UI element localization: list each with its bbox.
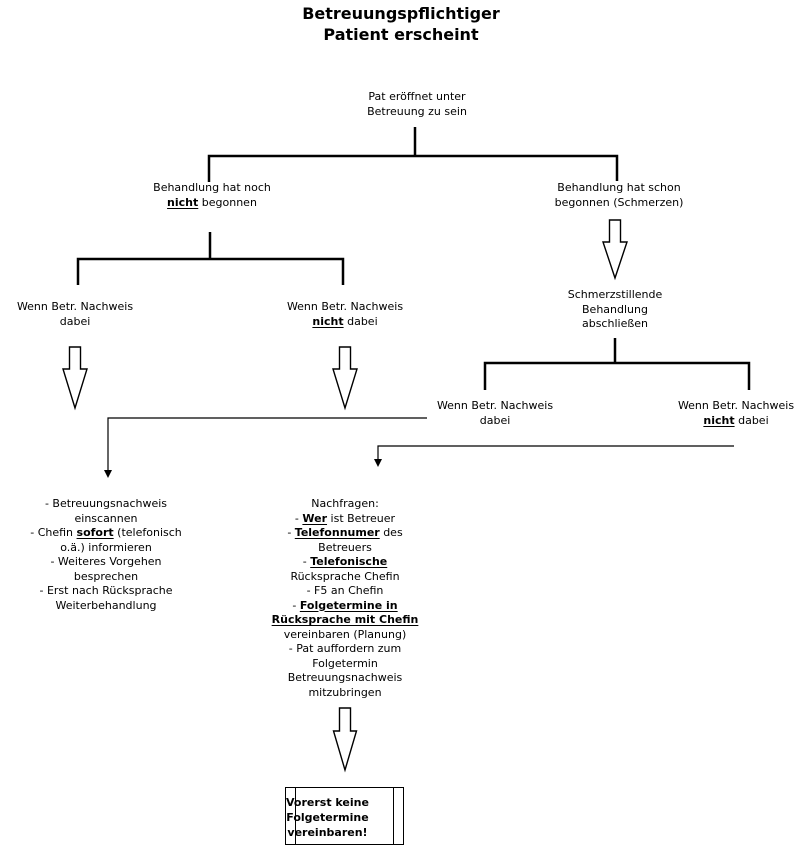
text-segment: - bbox=[287, 526, 295, 539]
text-line bbox=[272, 584, 419, 599]
text-segment: sofort bbox=[76, 526, 114, 539]
text-line bbox=[287, 300, 403, 315]
text-segment: begonnen bbox=[198, 195, 257, 209]
arrowhead-icon bbox=[374, 459, 382, 467]
down-block-arrow-icon bbox=[603, 220, 627, 278]
text-line bbox=[272, 570, 419, 585]
text-line bbox=[286, 810, 369, 825]
text-segment: - bbox=[292, 598, 300, 612]
text-segment: Pat eröffnet unter bbox=[368, 90, 466, 103]
text-line bbox=[286, 795, 369, 810]
text-segment: Wenn Betr. Nachweis bbox=[436, 399, 554, 412]
text-line bbox=[30, 570, 182, 585]
text-segment: Betreuungspflichtiger bbox=[302, 4, 500, 23]
text-line bbox=[272, 599, 419, 614]
text-line bbox=[30, 512, 182, 527]
connector-right-split bbox=[485, 338, 749, 390]
text-segment: o.ä.) informieren bbox=[60, 540, 152, 554]
text-segment: nicht bbox=[703, 413, 735, 427]
node-actions-proof-missing bbox=[272, 497, 419, 700]
text-segment: Folgetermine in bbox=[299, 598, 398, 612]
text-line bbox=[30, 526, 182, 541]
text-segment: - bbox=[294, 511, 303, 525]
text-segment: ist Betreuer bbox=[327, 511, 396, 525]
text-line bbox=[30, 555, 182, 570]
node-not-started-proof-missing bbox=[287, 300, 403, 329]
text-segment: - F5 an Chefin bbox=[306, 584, 384, 597]
node-root bbox=[367, 90, 467, 119]
text-line bbox=[678, 414, 794, 429]
text-line bbox=[30, 541, 182, 556]
text-segment: besprechen bbox=[73, 569, 139, 583]
connector-right-branches bbox=[485, 363, 749, 390]
connector-left-branches bbox=[78, 259, 343, 285]
text-segment: des bbox=[379, 526, 403, 539]
box-inner-bar-right bbox=[393, 788, 394, 844]
text-line bbox=[287, 315, 403, 330]
down-block-arrow-icon bbox=[63, 347, 87, 408]
text-segment: Betreuung zu sein bbox=[367, 104, 467, 118]
text-line bbox=[555, 181, 684, 196]
text-segment: mitzubringen bbox=[308, 685, 382, 699]
connector-left-split bbox=[78, 232, 343, 285]
node-treatment-started bbox=[555, 181, 684, 210]
text-line bbox=[30, 497, 182, 512]
node-actions-proof-present bbox=[30, 497, 182, 613]
text-line bbox=[30, 599, 182, 614]
text-line bbox=[568, 303, 662, 318]
text-segment: abschließen bbox=[581, 317, 649, 330]
text-segment: - Pat auffordern zum bbox=[288, 642, 402, 655]
text-line bbox=[153, 196, 271, 211]
node-not-started-proof-present bbox=[17, 300, 133, 329]
connector-root-split bbox=[209, 127, 617, 182]
text-segment: Wenn Betr. Nachweis bbox=[286, 300, 404, 313]
text-segment: Behandlung hat schon bbox=[557, 181, 681, 194]
text-line bbox=[272, 642, 419, 657]
node-started-proof-missing bbox=[678, 399, 794, 428]
text-segment: Nachfragen: bbox=[311, 497, 379, 510]
text-segment: Rücksprache mit Chefin bbox=[271, 613, 419, 626]
text-segment: nicht bbox=[312, 314, 344, 328]
text-line bbox=[272, 686, 419, 701]
text-line bbox=[568, 317, 662, 332]
down-block-arrow-icon bbox=[333, 347, 357, 408]
thin-arrows bbox=[104, 418, 734, 478]
text-segment: - Erst nach Rücksprache bbox=[39, 584, 173, 597]
page-title bbox=[0, 3, 802, 45]
text-segment: Folgetermin bbox=[312, 656, 378, 670]
text-segment: Wer bbox=[302, 511, 328, 525]
text-line bbox=[568, 288, 662, 303]
text-segment: dabei bbox=[343, 314, 378, 328]
text-line bbox=[272, 671, 419, 686]
text-segment: Folgetermine bbox=[286, 811, 369, 824]
text-segment: Wenn Betr. Nachweis bbox=[677, 399, 795, 412]
text-line bbox=[678, 399, 794, 414]
node-started-proof-present bbox=[437, 399, 553, 428]
text-line bbox=[0, 3, 802, 24]
text-segment: Patient erscheint bbox=[323, 25, 479, 44]
text-line bbox=[272, 657, 419, 672]
text-segment: - Chefin bbox=[30, 526, 77, 539]
text-line bbox=[437, 414, 553, 429]
text-line bbox=[555, 196, 684, 211]
text-segment: (telefonisch bbox=[113, 526, 182, 539]
route-started-proof-missing bbox=[378, 446, 734, 460]
text-segment: dabei bbox=[59, 314, 91, 328]
down-block-arrow-icon bbox=[334, 708, 357, 770]
text-segment: einscannen bbox=[74, 511, 138, 525]
text-segment: dabei bbox=[734, 413, 769, 427]
text-line bbox=[272, 526, 419, 541]
text-segment: vereinbaren (Planung) bbox=[283, 627, 407, 641]
text-line bbox=[367, 90, 467, 105]
text-segment: Betreuungsnachweis bbox=[287, 671, 403, 684]
text-segment: Weiterbehandlung bbox=[55, 598, 157, 612]
text-segment: - Betreuungsnachweis bbox=[44, 497, 168, 510]
text-line bbox=[0, 24, 802, 45]
text-segment: Telefonische bbox=[310, 555, 388, 568]
text-segment: - bbox=[302, 555, 311, 568]
text-line bbox=[272, 512, 419, 527]
node-finish-pain-treatment bbox=[568, 288, 662, 332]
text-segment: - Weiteres Vorgehen bbox=[50, 555, 162, 568]
text-segment: begonnen (Schmerzen) bbox=[554, 195, 684, 209]
final-note-text bbox=[286, 795, 369, 840]
text-line bbox=[272, 541, 419, 556]
text-segment: Behandlung bbox=[582, 302, 648, 316]
text-line bbox=[272, 628, 419, 643]
text-line bbox=[153, 181, 271, 196]
text-segment: Schmerzstillende bbox=[567, 288, 663, 301]
text-segment: dabei bbox=[479, 413, 511, 427]
text-line bbox=[17, 300, 133, 315]
arrowhead-icon bbox=[104, 470, 112, 478]
text-line bbox=[30, 584, 182, 599]
text-segment: Wenn Betr. Nachweis bbox=[16, 300, 134, 313]
text-segment: vereinbaren! bbox=[287, 826, 368, 839]
text-segment: Telefonnumer bbox=[294, 526, 380, 539]
connector-root-branches bbox=[209, 156, 617, 182]
text-line bbox=[272, 613, 419, 628]
text-segment: Rücksprache Chefin bbox=[290, 569, 400, 583]
text-line bbox=[286, 825, 369, 840]
text-line bbox=[272, 497, 419, 512]
text-segment: Behandlung hat noch bbox=[153, 181, 271, 194]
text-line bbox=[17, 315, 133, 330]
text-line bbox=[367, 105, 467, 120]
node-treatment-not-started bbox=[153, 181, 271, 210]
text-segment: Vorerst keine bbox=[286, 796, 369, 809]
text-line bbox=[272, 555, 419, 570]
text-line bbox=[437, 399, 553, 414]
text-segment: Betreuers bbox=[318, 540, 372, 554]
final-note-box bbox=[285, 787, 404, 845]
text-segment: nicht bbox=[167, 195, 199, 209]
